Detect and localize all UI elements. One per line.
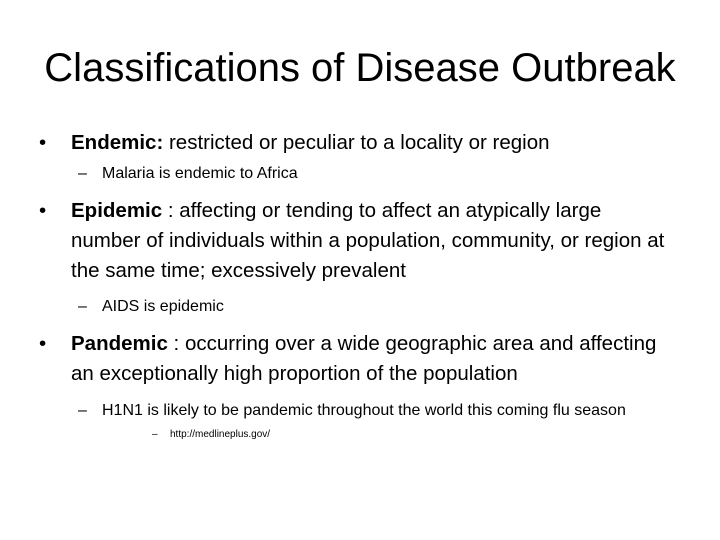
example-pandemic: H1N1 is likely to be pandemic throughout the world this coming flu season xyxy=(102,402,626,419)
sub-item-pandemic xyxy=(36,400,676,422)
definition-epidemic: : affecting or tending to affect an atypically large number of individuals within a population, community, or region at the same time; excessively prevalent xyxy=(71,199,665,282)
example-epidemic: AIDS is epidemic xyxy=(102,298,224,315)
term-pandemic: Pandemic xyxy=(71,332,168,355)
bullet-item-pandemic xyxy=(36,329,676,389)
source-item xyxy=(36,428,676,442)
term-epidemic: Epidemic xyxy=(71,199,163,222)
term-endemic: Endemic: xyxy=(71,131,164,154)
bullet-icon: • xyxy=(39,332,47,355)
dash-icon: – xyxy=(78,165,87,182)
sub-item-endemic xyxy=(36,163,676,185)
definition-pandemic: : occurring over a wide geographic area and affecting an exceptionally high proportion of the population xyxy=(71,332,657,385)
sub-item-epidemic xyxy=(36,296,676,318)
bullet-icon: • xyxy=(39,199,47,222)
bullet-item-epidemic xyxy=(36,196,676,286)
slide-title: Classifications of Disease Outbreak xyxy=(44,46,676,90)
slide-content xyxy=(36,128,676,442)
source-link[interactable]: http://medlineplus.gov/ xyxy=(170,429,271,440)
bullet-icon: • xyxy=(39,131,47,154)
dash-icon: – xyxy=(152,429,158,440)
dash-icon: – xyxy=(78,402,87,419)
definition-endemic: restricted or peculiar to a locality or region xyxy=(163,131,550,154)
dash-icon: – xyxy=(78,298,87,315)
example-endemic: Malaria is endemic to Africa xyxy=(102,165,298,182)
bullet-item-endemic xyxy=(36,128,676,158)
